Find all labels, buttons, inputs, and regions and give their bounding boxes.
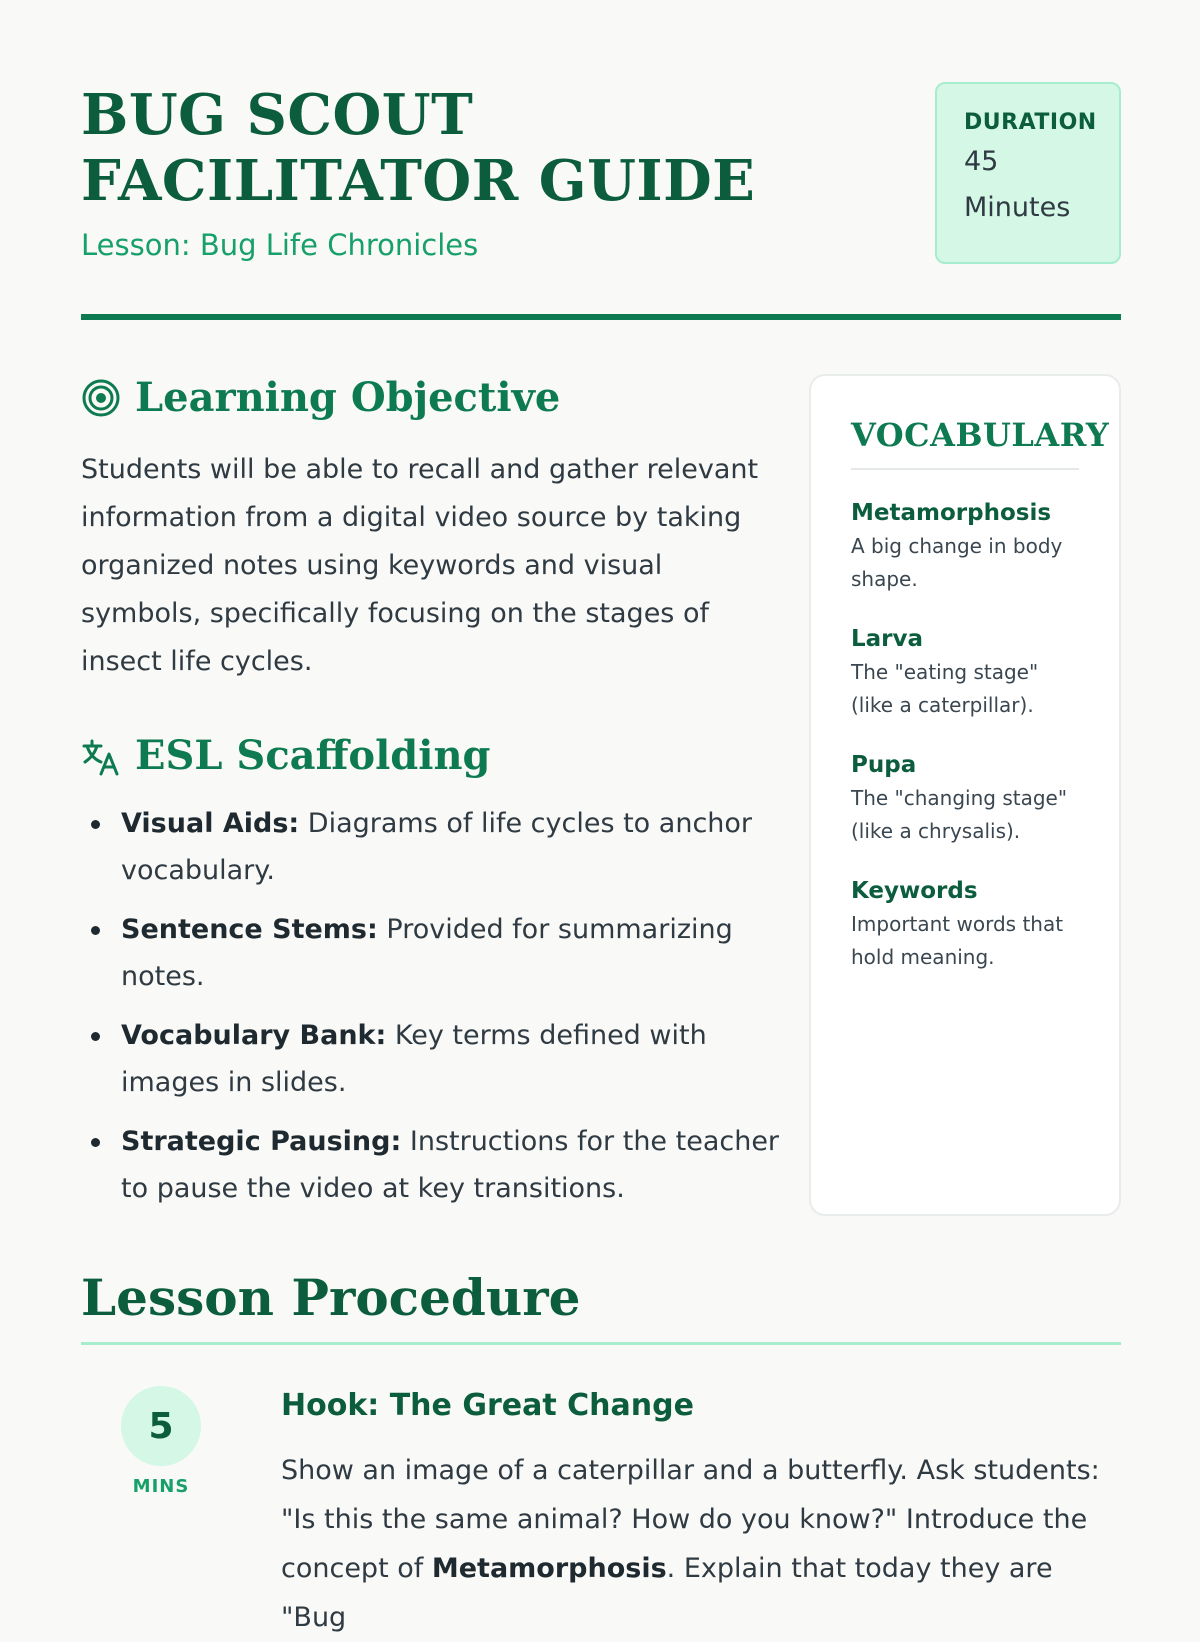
lesson-procedure-heading: Lesson Procedure (81, 1268, 581, 1327)
list-item-text: Provided for summarizing notes. (121, 914, 733, 992)
list-item-term: Vocabulary Bank: (121, 1020, 387, 1051)
list-item-text: Instructions for the teacher to pause the video at key transitions. (121, 1126, 780, 1204)
header-divider (81, 314, 1121, 320)
list-item-text: Diagrams of life cycles to anchor vocabulary. (121, 808, 753, 886)
translate-icon (81, 736, 121, 776)
target-icon (81, 378, 121, 418)
list-item-term: Sentence Stems: (121, 914, 378, 945)
esl-scaffolding-title: ESL Scaffolding (135, 732, 491, 779)
step-text-part: Show an image of a caterpillar and a butterfly. Ask students: "Is this the same animal? How do you know?" Introduce the concept of (281, 1455, 1100, 1584)
vocab-term: Larva (851, 626, 924, 652)
vocab-term: Keywords (851, 878, 978, 904)
list-item (81, 1118, 781, 1212)
step-description (281, 1446, 1101, 1642)
step-time-unit: MINS (132, 1476, 190, 1497)
vocabulary-card (809, 374, 1121, 1216)
vocabulary-title: VOCABULARY (851, 416, 1079, 470)
list-item-text: Key terms defined with images in slides. (121, 1020, 707, 1098)
step-text-keyword: Metamorphosis (431, 1553, 667, 1584)
duration-badge (935, 82, 1121, 264)
vocab-term: Metamorphosis (851, 500, 1052, 526)
duration-label: DURATION (964, 110, 1097, 135)
vocab-definition: The "changing stage" (like a chrysalis). (851, 786, 1068, 843)
learning-objective-text: Students will be able to recall and gather relevant information from a digital video source by taking organized notes using keywords and visual symbols, specifically focusing on the stages of insect life cycles. (81, 454, 759, 677)
lesson-subtitle: Lesson: Bug Life Chronicles (81, 228, 479, 262)
procedure-divider (81, 1342, 1121, 1345)
list-item (81, 1012, 781, 1106)
vocab-item (851, 878, 1079, 974)
vocab-definition: Important words that hold meaning. (851, 912, 1064, 969)
learning-objective-heading (81, 374, 560, 421)
list-item (81, 906, 781, 1000)
vocab-item (851, 500, 1079, 596)
step-title: Hook: The Great Change (281, 1388, 694, 1423)
esl-scaffolding-list (81, 800, 781, 1224)
vocab-definition: A big change in body shape. (851, 534, 1063, 591)
vocab-term: Pupa (851, 752, 917, 778)
step-time-badge: 5 (121, 1386, 201, 1466)
list-item (81, 800, 781, 894)
duration-value: 45 Minutes (964, 146, 1071, 223)
page-title: BUG SCOUT FACILITATOR GUIDE (81, 82, 756, 214)
list-item-term: Visual Aids: (121, 808, 300, 839)
vocab-item (851, 626, 1079, 722)
vocab-definition: The "eating stage" (like a caterpillar). (851, 660, 1039, 717)
esl-scaffolding-heading (81, 732, 491, 779)
learning-objective-title: Learning Objective (135, 374, 561, 421)
step-text-part: . Explain that today they are "Bug (281, 1553, 1053, 1633)
guide-header (81, 82, 1121, 322)
list-item-term: Strategic Pausing: (121, 1126, 402, 1157)
vocab-item (851, 752, 1079, 848)
